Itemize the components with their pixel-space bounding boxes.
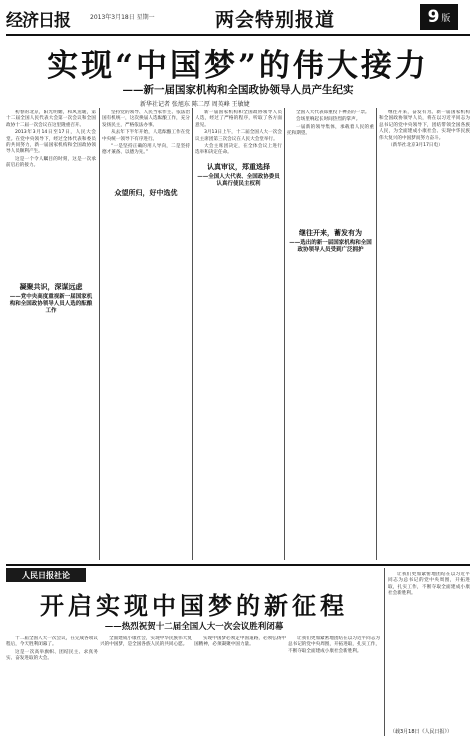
lead-column-2 <box>102 110 190 560</box>
paragraph: 让我们更加紧密地团结在以习近平同志为总书记的党中央周围，开拓进取，扎实工作，不断夺取全面建成小康社会新胜利。 <box>388 572 470 597</box>
paragraph: 从去年下半年开始，人选酝酿工作在党中央统一领导下有序进行。 <box>102 130 190 142</box>
editorial-column-4 <box>288 636 380 732</box>
lead-quote-1: ——党中央高度重视新一届国家机构和全国政协领导人员人选的酝酿工作 <box>9 294 93 314</box>
paragraph: 2013年3月14日至17日，人民大会堂。在党中央领导下，经过全体代表和委员的共同努力，新一届国家机构和全国政协领导人员顺利产生。 <box>6 130 96 155</box>
column-divider <box>284 108 285 560</box>
column-divider <box>376 108 377 560</box>
paragraph: （新华社北京3月17日电） <box>388 143 443 149</box>
paragraph: 3月13日上午，十二届全国人大一次会议主席团第三次会议在人民大会堂举行。 <box>195 130 282 142</box>
top-divider <box>6 34 470 36</box>
lead-subhead: ——新一届国家机构和全国政协领导人员产生纪实 <box>122 84 354 96</box>
paragraph: “一是坚持正确的用人导向，二是坚持德才兼备、以德为先。” <box>102 144 190 156</box>
editorial-subhead: ——热烈祝贺十二届全国人大一次会议胜利闭幕 <box>104 622 284 632</box>
column-divider <box>192 108 193 560</box>
masthead <box>0 0 476 40</box>
editorial-footnote: （载3月18日《人民日报》） <box>390 729 453 735</box>
paragraph: 十二届全国人大一次会议，在完成各项议程后，今天胜利闭幕了。 <box>6 636 98 648</box>
lead-column-5 <box>379 110 470 560</box>
column-divider <box>384 568 385 736</box>
lead-byline: 新华社记者 张旭东 陈二厚 周英峰 王敏婕 <box>140 101 250 108</box>
editorial-column-1 <box>6 636 98 732</box>
lead-quote-3: ——选出的新一届国家机构和全国政协领导人员受到广泛拥护 <box>289 240 372 253</box>
paragraph: 会场里响起长时间热烈的掌声。 <box>296 117 361 123</box>
column-divider <box>99 108 100 560</box>
paragraph: 实现中国梦必须走中国道路，必须弘扬中国精神，必须凝聚中国力量。 <box>194 636 286 648</box>
lead-subtitle-4: 继往开来，蓄发有为 <box>287 228 374 238</box>
page-number-badge <box>420 4 458 30</box>
editorial-column-2 <box>100 636 192 732</box>
section-divider <box>6 564 470 566</box>
lead-subtitle-1: 凝聚共识，深谋远虑 <box>6 282 96 292</box>
paragraph: 坚持党的领导、人民当家作主、依法治国有机统一，这次换届人选酝酿工作，充分发扬民主，严格依法办事。 <box>102 110 190 128</box>
issue-date: 2013年3月18日 星期一 <box>90 14 155 21</box>
page-number: 9 <box>427 7 440 27</box>
lead-column-4 <box>287 110 374 560</box>
editorial-headline: 开启实现中国梦的新征程 <box>40 591 348 620</box>
editorial-tag: 人民日报社论 <box>6 568 86 582</box>
lead-quote-2: ——全国人大代表、全国政协委员认真行使民主权利 <box>197 174 280 187</box>
lead-headline: 实现“中国梦”的伟大接力 <box>47 48 429 84</box>
lead-subtitle-3: 认真审议，郑重选择 <box>195 162 282 172</box>
paragraph: 这是一个令人瞩目的时刻，这是一次承前启后的接力。 <box>6 156 96 169</box>
paragraph: 一届新的领导集体，承载着人民的重托和期望。 <box>287 124 374 137</box>
paragraph: 这是一次高举旗帜、团结民主、求真务实、奋发进取的大会。 <box>6 649 98 662</box>
editorial-column-3 <box>194 636 286 732</box>
paragraph: 全国人大代表郑重投下神圣的一票。 <box>296 110 370 115</box>
lead-subtitle-2: 众望所归，好中选优 <box>102 188 190 198</box>
paragraph: 让我们更加紧密地团结在以习近平同志为总书记的党中央周围，开拓进取，扎实工作，不断夺取全面建成小康社会新胜利。 <box>288 636 380 654</box>
paragraph: 大会主席团决定，在全体会议上进行选举和决定任命。 <box>195 144 282 156</box>
section-title: 两会特别报道 <box>215 9 336 31</box>
paragraph: 初春的北京，阳光明媚，和风送暖，第十二届全国人民代表大会第一次会议和全国政协十二届一次会议在这里隆重召开。 <box>6 110 96 128</box>
lead-column-1 <box>6 110 96 560</box>
paragraph: 继往开来，奋发有为。新一届国家机构和全国政协领导人员，将在以习近平同志为总书记的党中央领导下，团结带领全国各族人民，为全面建成小康社会、实现中华民族伟大复兴的中国梦而努力奋斗。 <box>379 110 470 141</box>
paragraph: 新一届国家机构和全国政协领导人员人选，经过了严格的程序，听取了各方面意见。 <box>195 110 282 128</box>
page-suffix: 版 <box>441 13 451 24</box>
editorial-column-5 <box>388 572 470 722</box>
newspaper-logo: 经济日报 <box>6 11 70 31</box>
paragraph: 全面建成小康社会，实现中华民族伟大复兴的中国梦，是全国各族人民的共同心愿。 <box>100 636 192 648</box>
